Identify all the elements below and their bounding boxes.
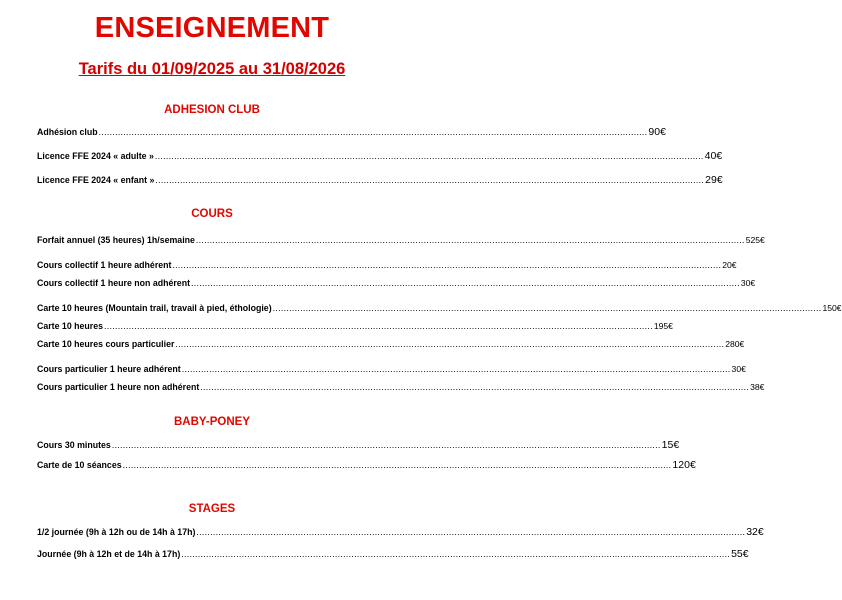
item-label: Licence FFE 2024 « adulte » xyxy=(37,151,154,161)
dot-leader: ........................................................................................................................................................................................................ xyxy=(200,382,750,392)
item-price: 120€ xyxy=(672,459,696,471)
dot-leader: ........................................................................................................................................................................................................ xyxy=(181,549,731,559)
price-row xyxy=(37,278,756,288)
item-label: Forfait annuel (35 heures) 1h/semaine xyxy=(37,235,195,245)
item-label: 1/2 journée (9h à 12h ou de 14h à 17h) xyxy=(37,527,196,537)
dot-leader: ........................................................................................................................................................................................................ xyxy=(154,151,704,161)
section-title-stages: STAGES xyxy=(188,503,236,515)
item-price: 40€ xyxy=(704,150,723,162)
price-row xyxy=(37,364,746,374)
price-row xyxy=(37,339,745,349)
item-label: Licence FFE 2024 « enfant » xyxy=(37,175,155,185)
item-price: 32€ xyxy=(746,526,764,538)
item-price: 30€ xyxy=(740,278,756,288)
price-row xyxy=(37,459,696,471)
section-title-cours: COURS xyxy=(191,208,233,220)
item-price: 15€ xyxy=(661,439,680,451)
price-row xyxy=(37,303,842,313)
item-label: Cours 30 minutes xyxy=(37,440,111,450)
page-subtitle: Tarifs du 01/09/2025 au 31/08/2026 xyxy=(78,60,346,78)
price-row xyxy=(37,382,765,392)
dot-leader: ........................................................................................................................................................................................................ xyxy=(104,321,653,331)
price-row xyxy=(37,321,673,331)
price-row xyxy=(37,260,737,270)
item-label: Cours particulier 1 heure adhérent xyxy=(37,364,181,374)
item-label: Adhésion club xyxy=(37,127,98,137)
dot-leader: ........................................................................................................................................................................................................ xyxy=(111,440,661,450)
section-title-baby-poney: BABY-PONEY xyxy=(173,416,251,428)
item-label: Carte 10 heures cours particulier xyxy=(37,339,175,349)
item-label: Carte 10 heures (Mountain trail, travail à pied, éthologie) xyxy=(37,303,272,313)
page-title: ENSEIGNEMENT xyxy=(94,12,330,44)
item-price: 20€ xyxy=(722,260,737,270)
dot-leader: ........................................................................................................................................................................................................ xyxy=(181,364,731,374)
dot-leader: ........................................................................................................................................................................................................ xyxy=(98,127,648,137)
price-row xyxy=(37,548,749,560)
dot-leader: ........................................................................................................................................................................................................ xyxy=(191,278,740,288)
item-price: 90€ xyxy=(648,126,666,138)
item-price: 30€ xyxy=(731,364,746,374)
price-row xyxy=(37,235,765,245)
dot-leader: ........................................................................................................................................................................................................ xyxy=(196,527,746,537)
item-label: Cours collectif 1 heure adhérent xyxy=(37,260,172,270)
item-label: Carte 10 heures xyxy=(37,321,104,331)
item-price: 150€ xyxy=(822,303,842,313)
item-price: 38€ xyxy=(750,382,765,392)
item-price: 195€ xyxy=(653,321,673,331)
dot-leader: ........................................................................................................................................................................................................ xyxy=(272,303,822,313)
price-row xyxy=(37,526,764,538)
dot-leader: ........................................................................................................................................................................................................ xyxy=(122,460,672,470)
dot-leader: ........................................................................................................................................................................................................ xyxy=(195,235,745,245)
item-label: Journée (9h à 12h et de 14h à 17h) xyxy=(37,549,181,559)
dot-leader: ........................................................................................................................................................................................................ xyxy=(172,260,722,270)
price-row xyxy=(37,126,666,138)
item-price: 29€ xyxy=(705,174,723,186)
price-row xyxy=(37,439,680,451)
item-label: Carte de 10 séances xyxy=(37,460,122,470)
item-price: 55€ xyxy=(731,548,749,560)
dot-leader: ........................................................................................................................................................................................................ xyxy=(155,175,705,185)
price-row xyxy=(37,150,723,162)
item-price: 280€ xyxy=(725,339,745,349)
item-label: Cours collectif 1 heure non adhérent xyxy=(37,278,190,288)
section-title-adhesion: ADHESION CLUB xyxy=(164,104,260,116)
item-price: 525€ xyxy=(745,235,765,245)
dot-leader: ........................................................................................................................................................................................................ xyxy=(175,339,725,349)
item-label: Cours particulier 1 heure non adhérent xyxy=(37,382,200,392)
price-row xyxy=(37,174,723,186)
